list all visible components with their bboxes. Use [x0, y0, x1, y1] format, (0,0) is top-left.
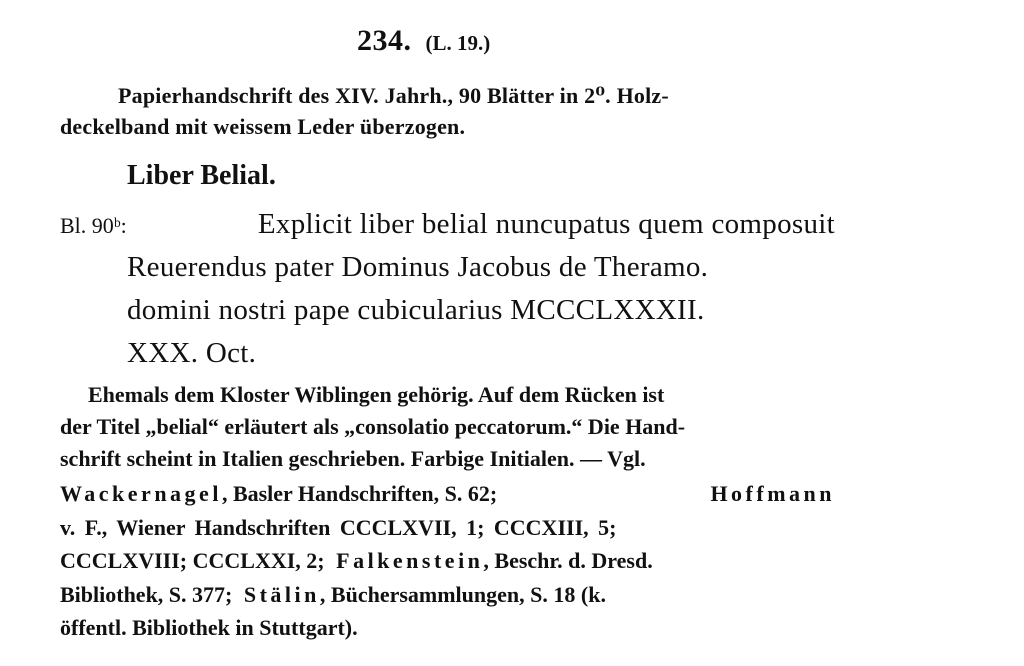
notes-line-1: Ehemals dem Kloster Wiblingen gehörig. Auf dem Rücken ist — [88, 382, 665, 407]
entry-number: 234. — [357, 24, 412, 57]
description-line-2: deckelband mit weissem Leder überzogen. — [60, 114, 466, 139]
notes-line-4 — [60, 481, 835, 507]
description-line-1: Papierhandschrift des XIV. Jahrh., 90 Blätter in 2⁰. Holz- — [118, 83, 669, 108]
notes-line-2: der Titel „belial“ erläutert als „consolatio peccatorum.“ Die Hand- — [60, 414, 686, 439]
author-hoffmann: Hoffmann — [710, 481, 835, 506]
explicit-line-1 — [60, 208, 835, 241]
catalog-reference: (L. 19.) — [425, 31, 491, 55]
notes-line-6-text: CCCLXVIII; CCCLXXI, 2; — [60, 548, 325, 573]
folio-label: Bl. 90ᵇ: — [60, 213, 127, 238]
explicit-text-1: Explicit liber belial nuncupatus quem composuit — [257, 208, 835, 240]
author-wackernagel: Wackernagel — [60, 481, 222, 506]
explicit-line-2: Reuerendus pater Dominus Jacobus de Theramo. — [127, 251, 709, 283]
entry-heading — [357, 24, 490, 58]
notes-line-3: schrift scheint in Italien geschrieben. Farbige Initialen. — Vgl. — [60, 446, 646, 471]
notes-line-4-text: , Basler Handschriften, S. 62; — [221, 481, 498, 506]
manuscript-title: Liber Belial. — [127, 160, 276, 191]
notes-line-7 — [60, 582, 606, 608]
notes-line-7-rest: , Büchersammlungen, S. 18 (k. — [319, 582, 606, 607]
author-staelin: Stälin — [243, 582, 320, 607]
explicit-line-4: XXX. Oct. — [127, 337, 257, 369]
author-falkenstein: Falkenstein — [336, 548, 484, 573]
notes-line-6-rest: , Beschr. d. Dresd. — [483, 548, 653, 573]
notes-line-7-text: Bibliothek, S. 377; — [60, 582, 233, 607]
notes-line-5: v. F., Wiener Handschriften CCCLXVII, 1; CCCXIII, 5; — [60, 515, 617, 540]
notes-line-6 — [60, 548, 653, 574]
explicit-line-3: domini nostri pape cubicularius MCCCLXXXII. — [127, 294, 705, 326]
notes-line-8: öffentl. Bibliothek in Stuttgart). — [60, 615, 358, 640]
